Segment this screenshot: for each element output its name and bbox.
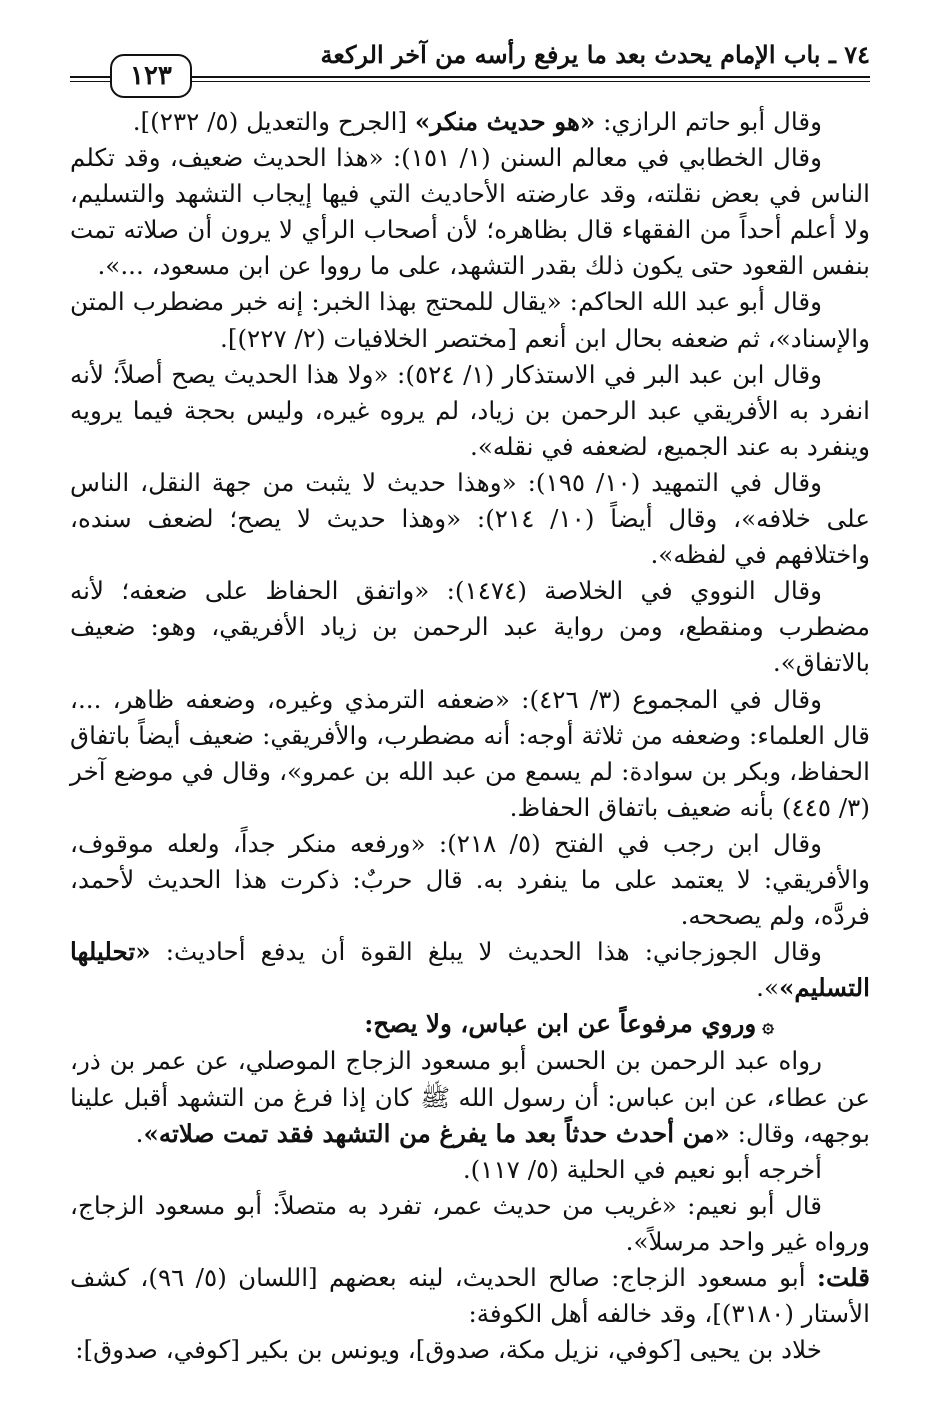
page-header bbox=[70, 36, 870, 92]
subheading: ۞وروي مرفوعاً عن ابن عباس، ولا يصح: bbox=[70, 1006, 870, 1043]
paragraph: وقال في المجموع (٣/ ٤٢٦): «ضعفه الترمذي وغيره، وضعفه ظاهر، ...، قال العلماء: وضعفه من ثلاثة أوجه: أنه مضطرب، والأفريقي: ضعيف أيضاً باتفاق الحفاظ، وبكر بن سوادة: لم يسمع من عبد الله بن عمرو»، وقال في موضع آخر (٣/ ٤٤٥) بأنه ضعيف باتفاق الحفاظ. bbox=[70, 684, 870, 822]
paragraph: قال أبو نعيم: «غريب من حديث عمر، تفرد به متصلاً: أبو مسعود الزجاج، ورواه غير واحد مرسلاً». bbox=[70, 1190, 870, 1256]
paragraph: وقال ابن رجب في الفتح (٥/ ٢١٨): «ورفعه منكر جداً، ولعله موقوف، والأفريقي: لا يعتمد على ما ينفرد به. قال حربٌ: ذكرت هذا الحديث لأحمد، فردَّه، ولم يصححه. bbox=[70, 828, 870, 931]
qultu-paragraph: قلت: أبو مسعود الزجاج: صالح الحديث، لينه بعضهم [اللسان (٥/ ٩٦)، كشف الأستار (٣١٨٠)]، وقد خالفه أهل الكوفة: bbox=[70, 1263, 870, 1329]
paragraph: خلاد بن يحيى [كوفي، نزيل مكة، صدوق]، ويونس بن بكير [كوفي، صدوق]: bbox=[75, 1335, 822, 1365]
paragraph: رواه عبد الرحمن بن الحسن أبو مسعود الزجاج الموصلي، عن عمر بن ذر، عن عطاء، عن ابن عباس: أن رسول الله ﷺ كان إذا فرغ من التشهد أقبل علينا بوجهه، وقال: «من أحدث حدثاً بعد ما يفرغ من التشهد فقد تمت صلاته». bbox=[70, 1046, 870, 1148]
flower-icon: ۞ bbox=[762, 1013, 774, 1038]
chapter-title: ٧٤ ـ باب الإمام يحدث بعد ما يرفع رأسه من آخر الركعة bbox=[320, 40, 870, 69]
paragraph: وقال الجوزجاني: هذا الحديث لا يبلغ القوة أن يدفع أحاديث: «تحليلها التسليم»». bbox=[70, 937, 870, 1003]
paragraph: وقال أبو عبد الله الحاكم: «يقال للمحتج بهذا الخبر: إنه خبر مضطرب المتن والإسناد»، ثم ضعفه بحال ابن أنعم [مختصر الخلافيات (٢/ ٢٢٧)]. bbox=[70, 287, 870, 353]
paragraph: وقال النووي في الخلاصة (١٤٧٤): «واتفق الحفاظ على ضعفه؛ لأنه مضطرب ومنقطع، ومن رواية عبد الرحمن بن زياد الأفريقي، وهو: ضعيف بالاتفاق». bbox=[70, 576, 870, 678]
paragraph: وقال الخطابي في معالم السنن (١/ ١٥١): «هذا الحديث ضعيف، وقد تكلم الناس في بعض نقلته، وقد عارضته الأحاديث التي فيها إيجاب التشهد والتسليم، ولا أعلم أحداً من الفقهاء قال بظاهره؛ لأن أصحاب الرأي لا يرون أن صلاته تمت بنفس القعود حتى يكون ذلك بقدر التشهد، على ما رووا عن ابن مسعود، ...». bbox=[70, 143, 870, 281]
page-number-badge: ١٢٣ bbox=[110, 54, 192, 98]
paragraph: وقال في التمهيد (١٠/ ١٩٥): «وهذا حديث لا يثبت من جهة النقل، الناس على خلافه»، وقال أيضاً (١٠/ ٢١٤): «وهذا حديث لا يصح؛ لضعف سنده، واختلافهم في لفظه». bbox=[70, 467, 870, 570]
page-body bbox=[70, 104, 870, 1368]
qultu-label: قلت: bbox=[816, 1263, 870, 1292]
paragraph: وقال أبو حاتم الرازي: «هو حديث منكر» [الجرح والتعديل (٥/ ٢٣٢)]. bbox=[132, 107, 822, 136]
paragraph: أخرجه أبو نعيم في الحلية (٥/ ١١٧). bbox=[462, 1154, 822, 1184]
paragraph: وقال ابن عبد البر في الاستذكار (١/ ٥٢٤): «ولا هذا الحديث يصح أصلاً؛ لأنه انفرد به الأفريقي عبد الرحمن بن زياد، لم يروه غيره، وليس بحجة فيما يرويه وينفرد به عند الجميع، لضعفه في نقله». bbox=[70, 359, 870, 461]
